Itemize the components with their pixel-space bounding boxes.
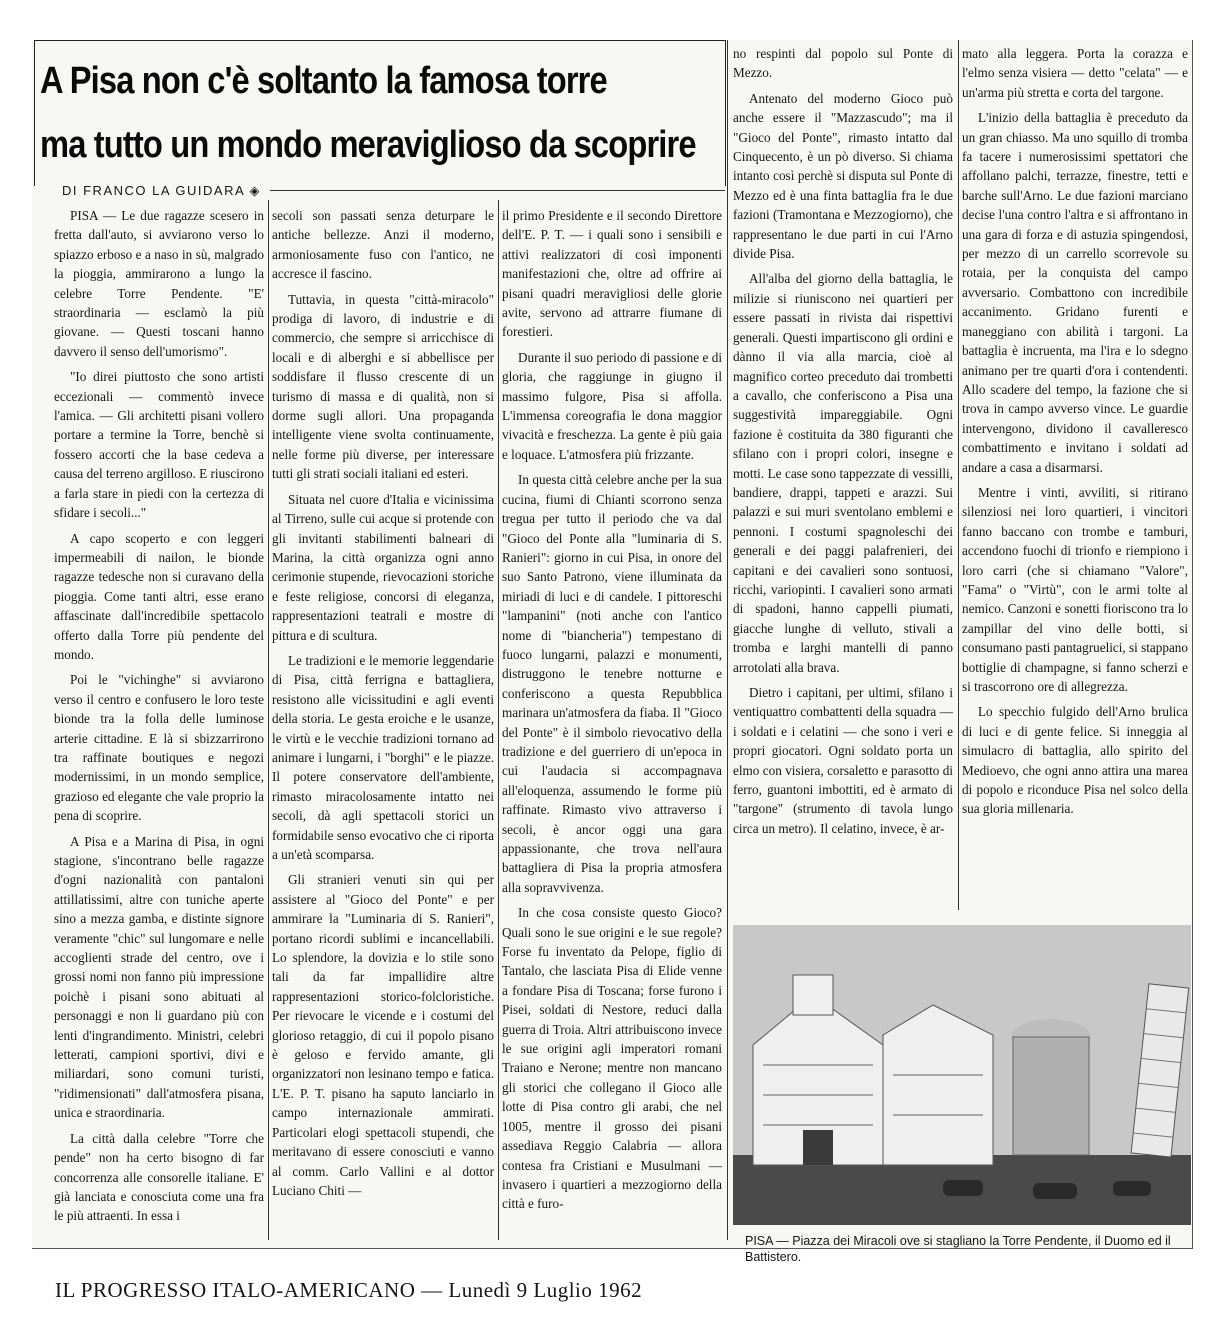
article-column-2 <box>272 206 494 1206</box>
article-paragraph: no respinti dal popolo sul Ponte di Mezzo. <box>733 46 953 81</box>
byline: DI FRANCO LA GUIDARA ◈ <box>62 183 262 198</box>
article-paragraph: Lo specchio fulgido dell'Arno brulica di luci e di gente felice. Si inneggia al simulacro di battaglia, allo spirito del Medioevo, che ogni anno attira una marea di popolo e riconduce Pisa nel solco della sua gloria millenaria. <box>962 704 1188 817</box>
article-column-4 <box>733 44 953 844</box>
article-paragraph: Le tradizioni e le memorie leggendarie di Pisa, città ferrigna e battagliera, resistono alle vicissitudini e agli eventi della storia. Le gesta eroiche e le usanze, le virtù e le vecchie tradizioni tornano ad animare i lungarni, i "borghi" e le piazze. Il potere conservatore dell'ambiente, rimasto miracolosamente intatto nei secoli, dà agli spettacoli storici un formidabile senso evocativo che ci riporta a un'età scomparsa. <box>272 652 494 862</box>
article-paragraph: PISA — Le due ragazze scesero in fretta dall'auto, si avviarono verso lo spiazzo erboso e a naso in sù, malgrado la pioggia, ammirarono a lungo la celebre Torre Pendente. "E' straordinaria — esclamò la più giovane. — Questi toscani hanno davvero il senso dell'umorismo". <box>54 208 264 359</box>
article-paragraph: L'inizio della battaglia è preceduto da un gran chiasso. Ma uno squillo di tromba fa tacere i numerosissimi spettatori che affollano palchi, terrazze, finestre, tetti e barche sull'Arno. Le due fazioni marciano decise l'una contro l'altra e si affrontano in una gara di forza e di astuzia spingendosi, per mezzo di un carrello scorrevole su rotaia, per la conquista del campo avversario. Combattono con incredibile accanimento. Gridano furenti e maneggiano con abilità i targoni. La battaglia è incruenta, ma l'ira e lo sdegno animano per tre quarti d'ora i contendenti. Allo scadere del tempo, la fazione che si trova in campo avverso vince. Le guardie intervengono, dividono il cavalleresco combattimento e invitano i soldati ad andare a casa a disarmarsi. <box>962 110 1188 475</box>
article-paragraph: mato alla leggera. Porta la corazza e l'elmo senza visiera — detto "celata" — e un'arma più stretta e corta del targone. <box>962 46 1188 100</box>
article-column-5 <box>962 44 1188 825</box>
article-paragraph: A Pisa e a Marina di Pisa, in ogni stagione, s'incontrano belle ragazze d'ogni nazionalità con pantaloni attillatissimi, altre con tuniche aperte sino a mezza gamba, e distinte signore veramente "chic" sul lungomare e nelle accoglienti strade del centro, ove i grossi nomi non fanno più impressione poichè i pisani sono abituati al personaggi e non li guardano più con lenti d'ingrandimento. Ministri, celebri letterati, campioni sportivi, divi e miliardari, sono comuni turisti, "ridimensionati" dall'atmosfera pisana, unica e straordinaria. <box>54 833 264 1121</box>
article-paragraph: A capo scoperto e con leggeri impermeabili di nailon, le bionde ragazze tedesche non si curavano della pioggia. Come tanti altri, esse erano affascinate dall'incredibile spettacolo offerto dalla Torre più pendente del mondo. <box>54 530 264 662</box>
article-paragraph: Tuttavia, in questa "città-miracolo" prodiga di lavoro, di industrie e di commercio, che sempre si arricchisce di locali e di alberghi e si abbellisce per soddisfare il flusso crescente di un turismo di massa e di qualità, non si dorme sugli allori. Una propaganda intelligente viene svolta continuamente, nelle forme più diverse, per interessare tutti gli strati sociali italiani ed esteri. <box>272 291 494 482</box>
article-paragraph: Situata nel cuore d'Italia e vicinissima al Tirreno, sulle cui acque si protende con gli invitanti stabilimenti balneari di Marina, la città organizza ogni anno cerimonie stupende, rievocazioni storiche e feste religiose, concorsi di eleganza, rappresentazioni teatrali e mostre di pittura e di scultura. <box>272 491 494 643</box>
byline-rule <box>270 190 725 191</box>
column-divider <box>268 200 269 1240</box>
newspaper-footer: IL PROGRESSO ITALO-AMERICANO — Lunedì 9 Luglio 1962 <box>55 1278 643 1302</box>
cathedral-illustration <box>733 925 1191 1225</box>
article-paragraph: Durante il suo periodo di passione e di gloria, che raggiunge in giugno il massimo fulgore, Pisa si affolla. L'immensa coreografia le dona maggior vivacità e freschezza. La gente è più gaia e loquace. L'atmosfera più frizzante. <box>502 349 722 462</box>
column-divider <box>958 40 959 910</box>
piazza-dei-miracoli-photo <box>733 925 1191 1225</box>
article-paragraph: In che cosa consiste questo Gioco? Quali sono le sue origini e le sue regole? Forse fu inventato da Pelope, figlio di Tantalo, che lasciata Pisa di Elide venne a fondare Pisa di Toscana; forse furono i Pisei, soldati di Nestore, reduci dalla guerra di Troia. Altri attribuiscono invece le sue origini agli imperatori romani Traiano e Nerone; mentre non mancano gli storici che collegano il Gioco alle lotte di Pisa contro gli arabi, che nel 1005, mentre il grosso dei pisani assediava Reggio Calabria — allora contesa fra Cristiani e Musulmani — invasero i quartieri a mezzogiorno della città e furo- <box>502 905 722 1212</box>
article-paragraph: Mentre i vinti, avviliti, si ritirano silenziosi nei loro quartieri, i vincitori fanno baccano con trombe e tamburi, accendono fuochi di trionfo e riempiono i loro carri (che si chiamano "Valore", "Fama" o "Virtù", con le armi tolte al nemico. Canzoni e sonetti fioriscono tra lo zampillar del vino delle botti, si consumano pasti pantagruelici, si stappano bottiglie di champagne, si fanno scherzi e si trascorrono ore di allegrezza. <box>962 484 1188 694</box>
article-paragraph: secoli son passati senza deturpare le antiche bellezze. Anzi il moderno, armoniosamente fuso con l'antico, ne accresce il fascino. <box>272 208 494 282</box>
article-paragraph: Dietro i capitani, per ultimi, sfilano i ventiquattro combattenti della squadra — i soldati e i celatini — che sono i veri e propri giocatori. Ogni soldato porta un elmo con visiera, corsaletto e parasotto di ferro, guantoni imbottiti, ed è armato di "targone" (strumento di tavola lungo circa un metro). Il celatino, invece, è ar- <box>733 685 953 836</box>
column-divider <box>498 200 499 1240</box>
article-paragraph: "Io direi piuttosto che sono artisti eccezionali — commentò invece l'amica. — Gli architetti pisani vollero portare a termine la Torre, benchè si fossero accorti che la base cedeva a causa del terreno argilloso. E riuscirono a farla stare in piedi con la certezza di sfidare i secoli..." <box>54 369 264 521</box>
article-paragraph: All'alba del giorno della battaglia, le milizie si riuniscono nei quartieri per essere passati in rivista dai rispettivi generali. Questi impartiscono gli ordini e dànno il via alla marcia, cioè al magnifico corteo preceduto dai trombetti a cavallo, che conferiscono a Pisa una suggestività impareggiabile. Ogni fazione è costituita da 380 figuranti che sfilano con i propri colori, insegne e motti. Le case sono tappezzate di vessilli, bandiere, drappi, tappeti e arazzi. Sui palazzi e sui muri sventolano emblemi e pennoni. I costumi spagnoleschi dei generali e dei paggi palafrenieri, dei capitani e dei cavalieri sono sontuosi, ricchi, variopinti. I cavalieri sono armati di spadoni, hanno cappelli piumati, giacche lunghe di velluto, stivali a tromba e larghi mantelli di panno arrotolati alla brava. <box>733 271 953 675</box>
article-paragraph: La città dalla celebre "Torre che pende" non ha certo bisogno di far concorrenza alle consorelle italiane. E' già lanciata e conosciuta come una fra le più attraenti. In essa i <box>54 1130 264 1224</box>
column-divider <box>727 40 728 1240</box>
article-paragraph: Gli stranieri venuti sin qui per assistere al "Gioco del Ponte" e per ammirare la "Luminaria di S. Ranieri", portano ricordi sublimi e incancellabili. Lo splendore, la dovizia e lo stile sono tali da far impallidire altre rappresentazioni storico-folcloristiche. Per rievocare le vicende e i costumi del glorioso retaggio, di cui il popolo pisano è geloso e fervido amante, gli organizzatori non lesinano tempo e fatica. L'E. P. T. pisano ha saputo lanciarlo in campo internazionale ammirati. Particolari elogi spettacoli stupendi, che meritavano di essere conosciuti e vanno al comm. Carlo Vallini e al dottor Luciano Chiti — <box>272 872 494 1198</box>
article-paragraph: il primo Presidente e il secondo Direttore dell'E. P. T. — i quali sono i sensibili e attivi realizzatori di così imponenti manifestazioni che, oltre ad offrire ai pisani quadri meravigliosi delle glorie avite, servono ad attrarre fiumane di forestieri. <box>502 208 722 340</box>
article-paragraph: In questa città celebre anche per la sua cucina, fiumi di Chianti scorrono senza tregua per tutto il periodo che va dal "Gioco del Ponte alla "luminaria di S. Ranieri": giorno in cui Pisa, in onore del suo Santo Patrono, viene illuminata da miriadi di luci e di candele. I pittoreschi "lampanini" (noti anche con l'antico nome di "biancheria") tempestano di fuoco lungarni, palazzi e monumenti, distruggono le tenebre notturne e conferiscono a questa Repubblica marinara un'atmosfera da fiaba. Il "Gioco del Ponte" è il simbolo rievocativo della tradizione e del guerriero di un'epoca in cui l'audacia si accompagnava all'eloquenza, assumendo le forme più raffinate. Rimasto vivo attraverso i secoli, è ancor oggi una gara appassionante, che trova nell'aura battagliera di Pisa la propria atmosfera alla sopravvivenza. <box>502 472 722 895</box>
headline-line-1: A Pisa non c'è soltanto la famosa torre <box>40 60 607 102</box>
article-paragraph: Poi le "vichinghe" si avviarono verso il centro e confusero le loro teste bionde tra la folla delle luminose arterie cittadine. E là si sbizzarrirono tra raffinate boutiques e negozi modernissimi, in un mondo semplice, grazioso ed elegante che vale proprio la pena di scoprire. <box>54 672 264 824</box>
photo-caption: PISA — Piazza dei Miracoli ove si stagliano la Torre Pendente, il Duomo ed il Battistero. <box>745 1234 1171 1264</box>
article-paragraph: Antenato del moderno Gioco può anche essere il "Mazzascudo"; ma il "Gioco del Ponte", rimasto intatto dal Cinquecento, è un pò diverso. Si chiama intanto così perchè si disputa sul Ponte di Mezzo ed è una finta battaglia fra le due fazioni (Tramontana e Mezzogiorno), che rappresentano le due parti in cui l'Arno divide Pisa. <box>733 90 953 262</box>
article-column-1 <box>54 206 264 1232</box>
headline-line-2: ma tutto un mondo meraviglioso da scoprire <box>40 124 696 166</box>
article-column-3 <box>502 206 722 1220</box>
